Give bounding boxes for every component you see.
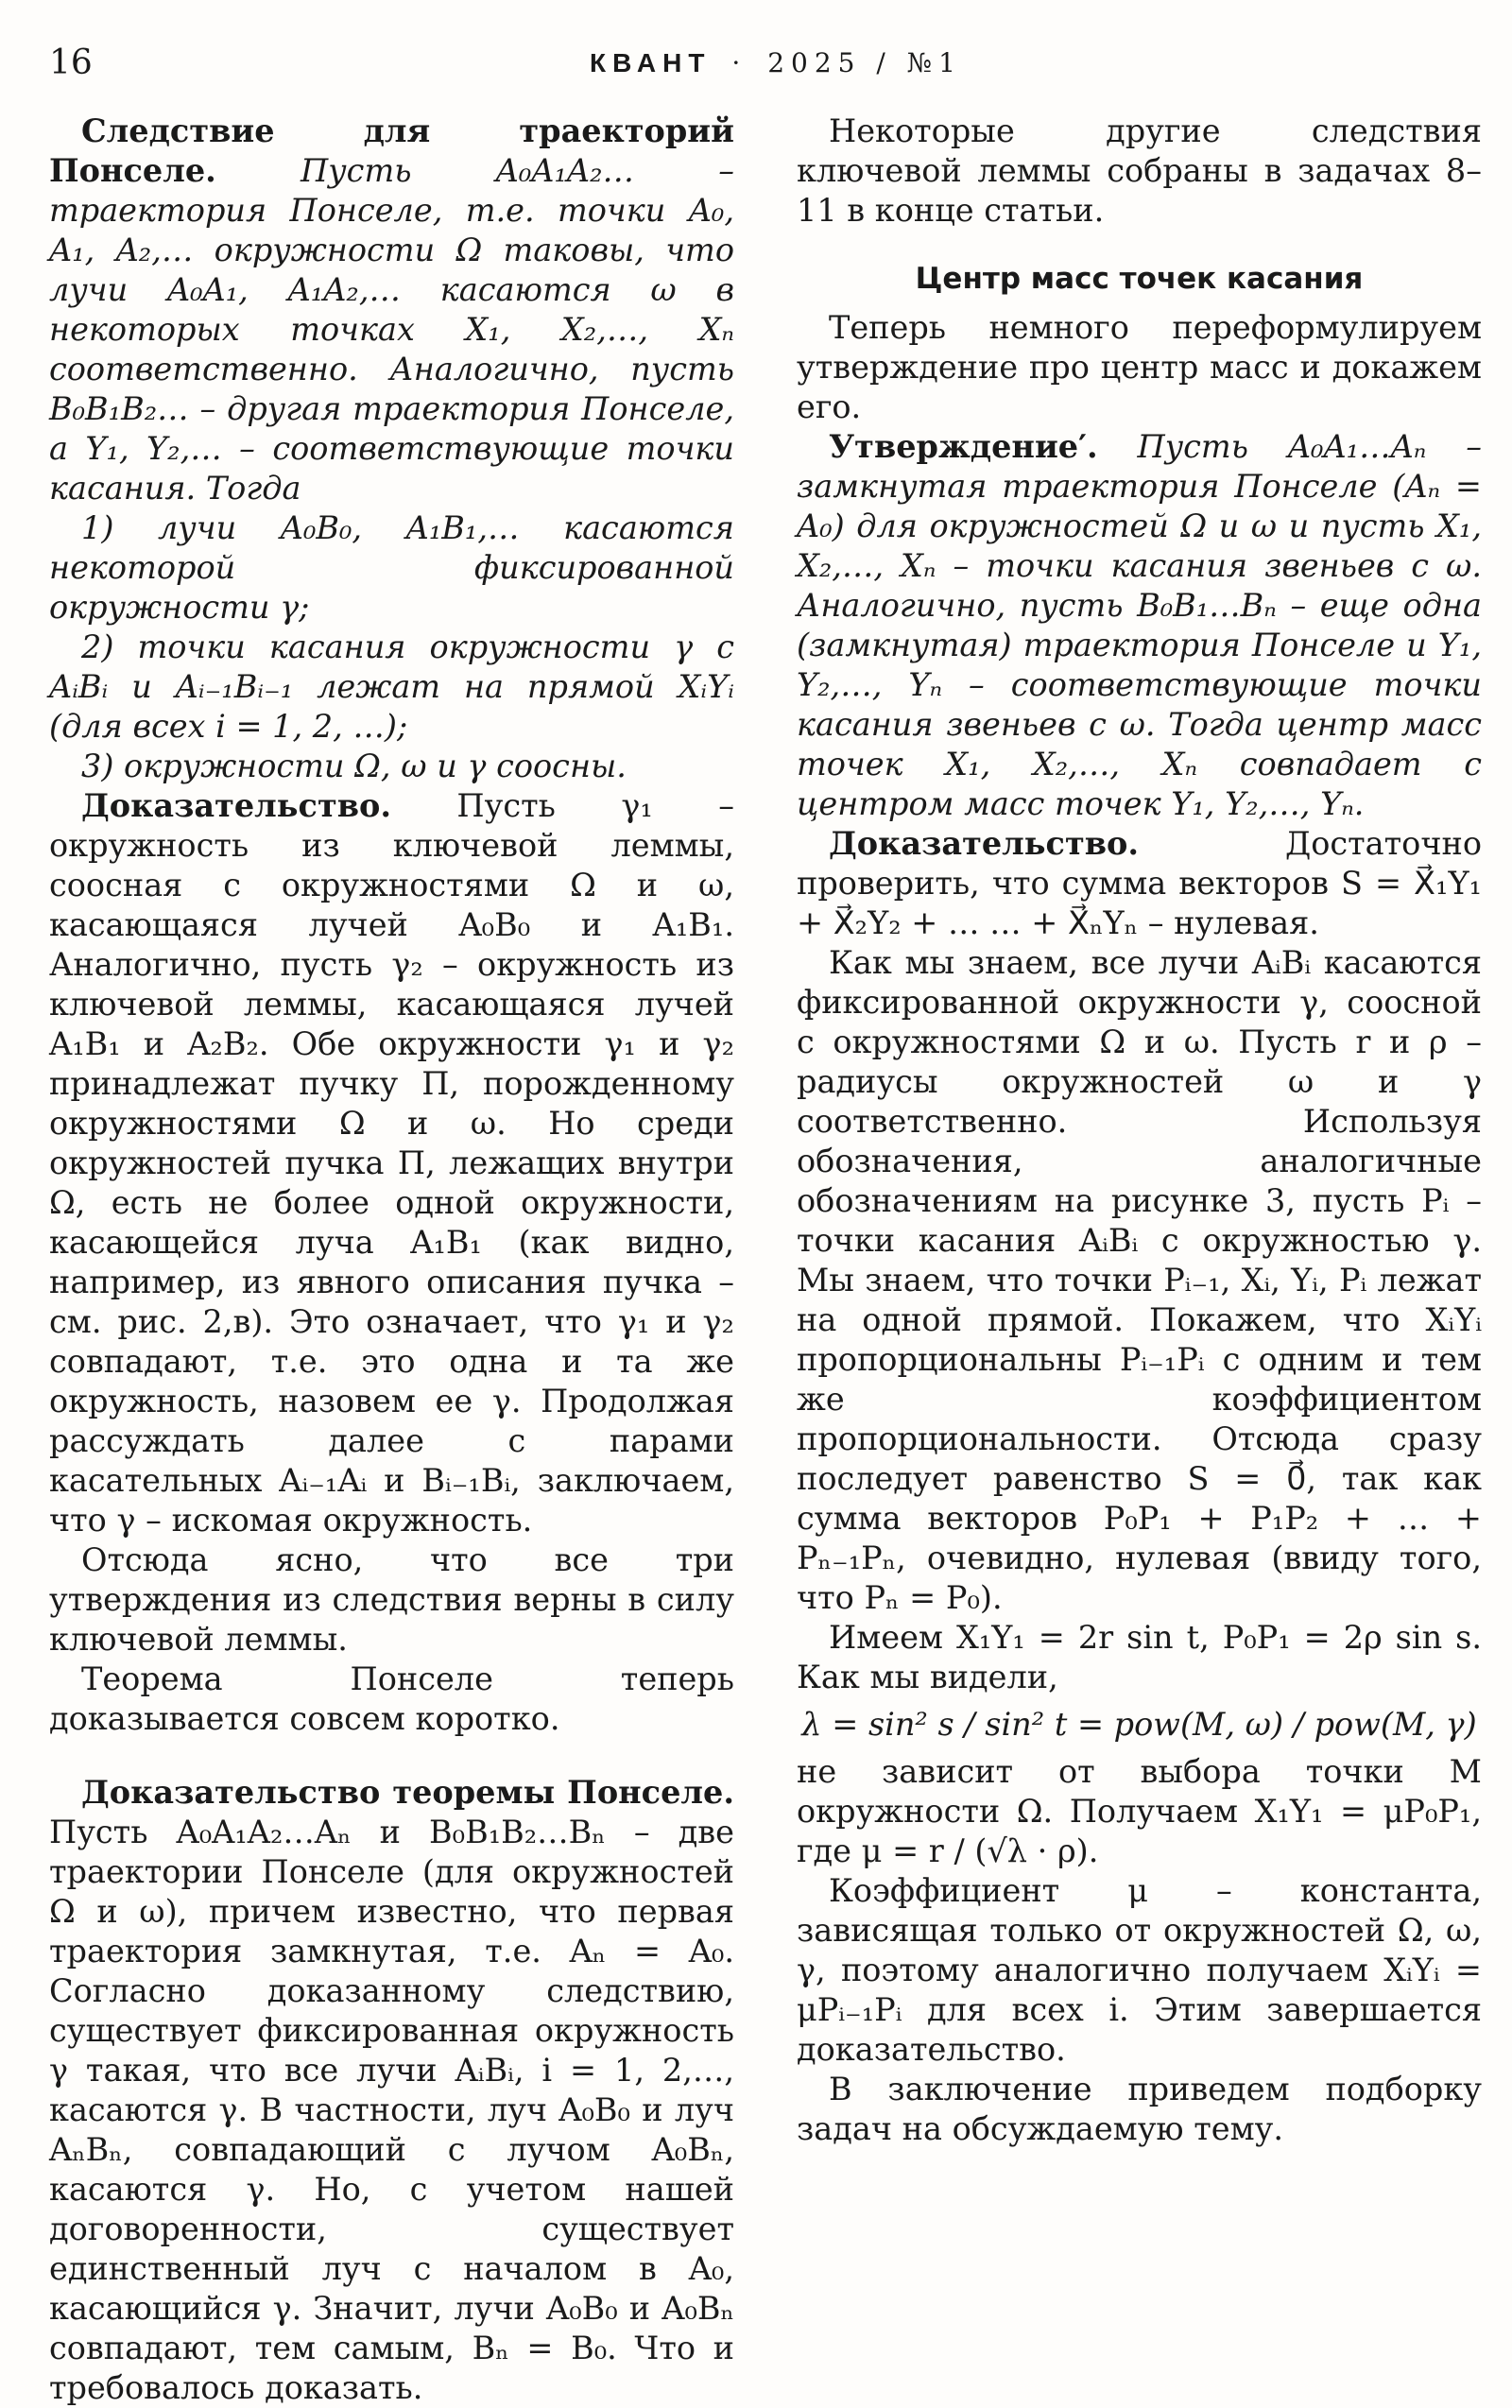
header-separator: · (731, 47, 747, 78)
theorem-proof-text: Пусть A₀A₁A₂…Aₙ и B₀B₁B₂…Bₙ – две траектории Понселе (для окружностей Ω и ω), причем известно, что первая траектория замкнутая, т.е. Aₙ = A₀. Согласно доказанному следствию, существует фиксированная окружность γ такая, что все лучи AᵢBᵢ, i = 1, 2,…, касаются γ. В частности, луч A₀B₀ и луч AₙBₙ, совпадающий с лучом A₀Bₙ, касаются γ. Но, с учетом нашей договоренности, существует единственный луч с началом в A₀, касающийся γ. Значит, лучи A₀B₀ и A₀Bₙ совпадают, тем самым, Bₙ = B₀. Что и требовалось доказать. (49, 1814, 734, 2406)
closing-paragraph: В заключение приведем подборку задач на обсуждаемую тему. (797, 2071, 1482, 2147)
proof2-text: Достаточно проверить, что сумма векторов S = X⃗₁Y₁ + X⃗₂Y₂ + … … + X⃗ₙYₙ – нулевая. (797, 825, 1482, 941)
mu-paragraph: не зависит от выбора точки M окружности Ω. Получаем X₁Y₁ = μP₀P₁, где μ = r / (√λ · ρ). (797, 1753, 1482, 1869)
corollary-heading: Следствие для траекторий Понселе. (49, 112, 734, 189)
statement-paragraph (797, 427, 1482, 824)
journal-issue: 2025 / №1 (767, 47, 962, 78)
statement-heading: Утверждение′. (829, 428, 1098, 465)
proof-heading: Доказательство. (81, 787, 391, 824)
conclusion-paragraph: Отсюда ясно, что все три утверждения из следствия верны в силу ключевой леммы. (49, 1541, 734, 1658)
lengths-paragraph: Имеем X₁Y₁ = 2r sin t, P₀P₁ = 2ρ sin s. Как мы видели, (797, 1619, 1482, 1695)
corollary-statement: Пусть A₀A₁A₂… – траектория Понселе, т.е. точки A₀, A₁, A₂,… окружности Ω таковы, что лучи A₀A₁, A₁A₂,… касаются ω в некоторых точках X₁, X₂,…, Xₙ соответственно. Аналогично, пусть B₀B₁B₂… – другая траектория Понселе, а Y₁, Y₂,… – соответствующие точки касания. Тогда (49, 152, 734, 507)
corollary-item-1: 1) лучи A₀B₀, A₁B₁,… касаются некоторой фиксированной окружности γ; (49, 509, 734, 626)
right-column (797, 112, 1482, 2149)
coefficient-paragraph: Коэффициент μ – константа, зависящая только от окружностей Ω, ω, γ, поэтому аналогично получаем XᵢYᵢ = μPᵢ₋₁Pᵢ для всех i. Этим завершается доказательство. (797, 1872, 1482, 2068)
left-column (49, 112, 734, 2408)
proof-text: Пусть γ₁ – окружность из ключевой леммы, соосная с окружностями Ω и ω, касающаяся лучей A₀B₀ и A₁B₁. Аналогично, пусть γ₂ – окружность из ключевой леммы, касающаяся лучей A₁B₁ и A₂B₂. Обе окружности γ₁ и γ₂ принадлежат пучку Π, порожденному окружностями Ω и ω. Но среди окружностей пучка Π, лежащих внутри Ω, есть не более одной окружности, касающейся луча A₁B₁ (как видно, например, из явного описания пучка – см. рис. 2,в). Это означает, что γ₁ и γ₂ совпадают, т.е. это одна и та же окружность, назовем ее γ. Продолжая рассуждать далее с парами касательных Aᵢ₋₁Aᵢ и Bᵢ₋₁Bᵢ, заключаем, что γ – искомая окружность. (49, 787, 734, 1539)
page-header (49, 43, 1467, 87)
proof2-heading: Доказательство. (829, 825, 1139, 862)
theorem-proof-heading: Доказательство теоремы Понселе. (81, 1774, 734, 1811)
corollary-item-3: 3) окружности Ω, ω и γ соосны. (81, 748, 627, 784)
journal-name: КВАНТ (590, 48, 712, 77)
reformulation-paragraph: Теперь немного переформулируем утверждение про центр масс и докажем его. (797, 309, 1482, 425)
theorem-intro-paragraph: Теорема Понселе теперь доказывается совсем коротко. (49, 1660, 734, 1737)
theorem-proof-paragraph (49, 1773, 734, 2408)
other-corollaries-paragraph: Некоторые другие следствия ключевой леммы собраны в задачах 8–11 в конце статьи. (797, 112, 1482, 229)
lambda-formula (797, 1705, 1482, 1745)
lambda-formula-text: λ = sin² s / sin² t = pow(M, ω) / pow(M, γ) (801, 1706, 1477, 1743)
statement-text: Пусть A₀A₁…Aₙ – замкнутая траектория Понселе (Aₙ = A₀) для окружностей Ω и ω и пусть X₁, X₂,…, Xₙ – точки касания звеньев с ω. Аналогично, пусть B₀B₁…Bₙ – еще одна (замкнутая) траектория Понселе и Y₁, Y₂,…, Yₙ – соответствующие точки касания звеньев с ω. Тогда центр масс точек X₁, X₂,…, Xₙ совпадает с центром масс точек Y₁, Y₂,…, Yₙ. (797, 428, 1482, 822)
corollary-item-2: 2) точки касания окружности γ с AᵢBᵢ и Aᵢ₋₁Bᵢ₋₁ лежат на прямой XᵢYᵢ (для всех i = 1, 2, …); (49, 628, 734, 745)
proof2-paragraph (797, 824, 1482, 943)
journal-title (590, 47, 962, 78)
section-title: Центр масс точек касания (915, 262, 1364, 296)
page-number: 16 (49, 43, 93, 82)
proof-paragraph (49, 786, 734, 1540)
corollary-paragraph (49, 112, 734, 508)
tangent-rays-paragraph: Как мы знаем, все лучи AᵢBᵢ касаются фиксированной окружности γ, соосной с окружностями Ω и ω. Пусть r и ρ – радиусы окружностей ω и γ соответственно. Используя обозначения, аналогичные обозначениям на рисунке 3, пусть Pᵢ – точки касания AᵢBᵢ с окружностью γ. Мы знаем, что точки Pᵢ₋₁, Xᵢ, Yᵢ, Pᵢ лежат на одной прямой. Покажем, что XᵢYᵢ пропорциональны Pᵢ₋₁Pᵢ с одним и тем же коэффициентом пропорциональности. Отсюда сразу последует равенство S = 0⃗, так как сумма векторов P₀P₁ + P₁P₂ + … + Pₙ₋₁Pₙ, очевидно, нулевая (ввиду того, что Pₙ = P₀). (797, 944, 1482, 1616)
